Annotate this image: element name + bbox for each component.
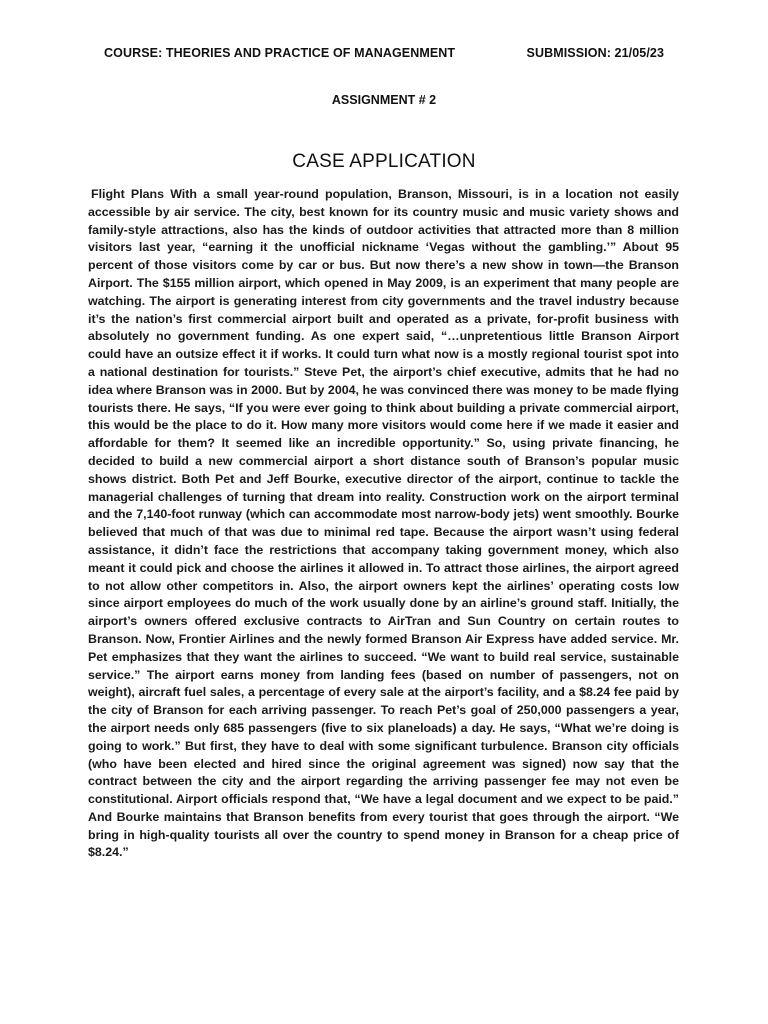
submission-date: SUBMISSION: 21/05/23 — [526, 46, 664, 60]
case-body — [88, 186, 679, 862]
page-title: CASE APPLICATION — [292, 151, 476, 172]
assignment-number: ASSIGNMENT # 2 — [331, 93, 437, 107]
course-label: COURSE: THEORIES AND PRACTICE OF MANAGENMENT — [104, 46, 456, 60]
page-header — [104, 46, 664, 60]
case-paragraph: Flight Plans With a small year-round population, Branson, Missouri, is in a location not easily accessible by air service. The city, best known for its country music and music variety shows and family-style attractions, also has the kinds of outdoor activities that attracted more than 8 million visitors last year, “earning it the unofficial nickname ‘Vegas without the gambling.’” About 95 percent of those visitors come by car or bus. But now there’s a new show in town—the Branson Airport. The $155 million airport, which opened in May 2009, is an experiment that many people are watching. The airport is generating interest from city governments and the travel industry because it’s the nation’s first commercial airport built and operated as a private, for-profit business with absolutely no government funding. As one expert said, “…unpretentious little Branson Airport could have an outsize effect it if works. It could turn what now is a mostly regional tourist spot into a national destination for tourists.” Steve Pet, the airport’s chief executive, admits that he had no idea where Branson was in 2000. But by 2004, he was convinced there was money to be made flying tourists there. He says, “If you were ever going to think about building a private commercial airport, this would be the place to do it. How many more visitors would come here if we made it easier and affordable for them? It seemed like an incredible opportunity.” So, using private financing, he decided to build a new commercial airport a short distance south of Branson’s popular music shows district. Both Pet and Jeff Bourke, executive director of the airport, continue to tackle the managerial challenges of turning that dream into reality. Construction work on the airport terminal and the 7,140-foot runway (which can accommodate most narrow-body jets) went smoothly. Bourke believed that much of that was due to minimal red tape. Because the airport wasn’t using federal assistance, it didn’t face the restrictions that accompany taking government money, which also meant it could pick and choose the airlines it allowed in. To attract those airlines, the airport agreed to not allow other competitors in. Also, the airport owners kept the airlines’ operating costs low since airport employees do much of the work usually done by an airline’s ground staff. Initially, the airport’s owners offered exclusive contracts to AirTran and Sun Country on certain routes to Branson. Now, Frontier Airlines and the newly formed Branson Air Express have added service. Mr. Pet emphasizes that they want the airlines to succeed. “We want to build real service, sustainable service.” The airport earns money from landing fees (based on number of passengers, not on weight), aircraft fuel sales, a percentage of every sale at the airport’s facility, and a $8.24 fee paid by the city of Branson for each arriving passenger. To reach Pet’s goal of 250,000 passengers a year, the airport needs only 685 passengers (five to six planeloads) a day. He says, “What we’re doing is going to work.” But first, they have to deal with some significant turbulence. Branson city officials (who have been elected and hired since the original agreement was signed) now say that the contract between the city and the airport regarding the arriving passenger fee may not even be constitutional. Airport officials respond that, “We have a legal document and we expect to be paid.” And Bourke maintains that Branson benefits from every tourist that goes through the airport. “We bring in high-quality tourists all over the country to spend money in Branson for a cheap price of $8.24.” — [88, 187, 679, 860]
